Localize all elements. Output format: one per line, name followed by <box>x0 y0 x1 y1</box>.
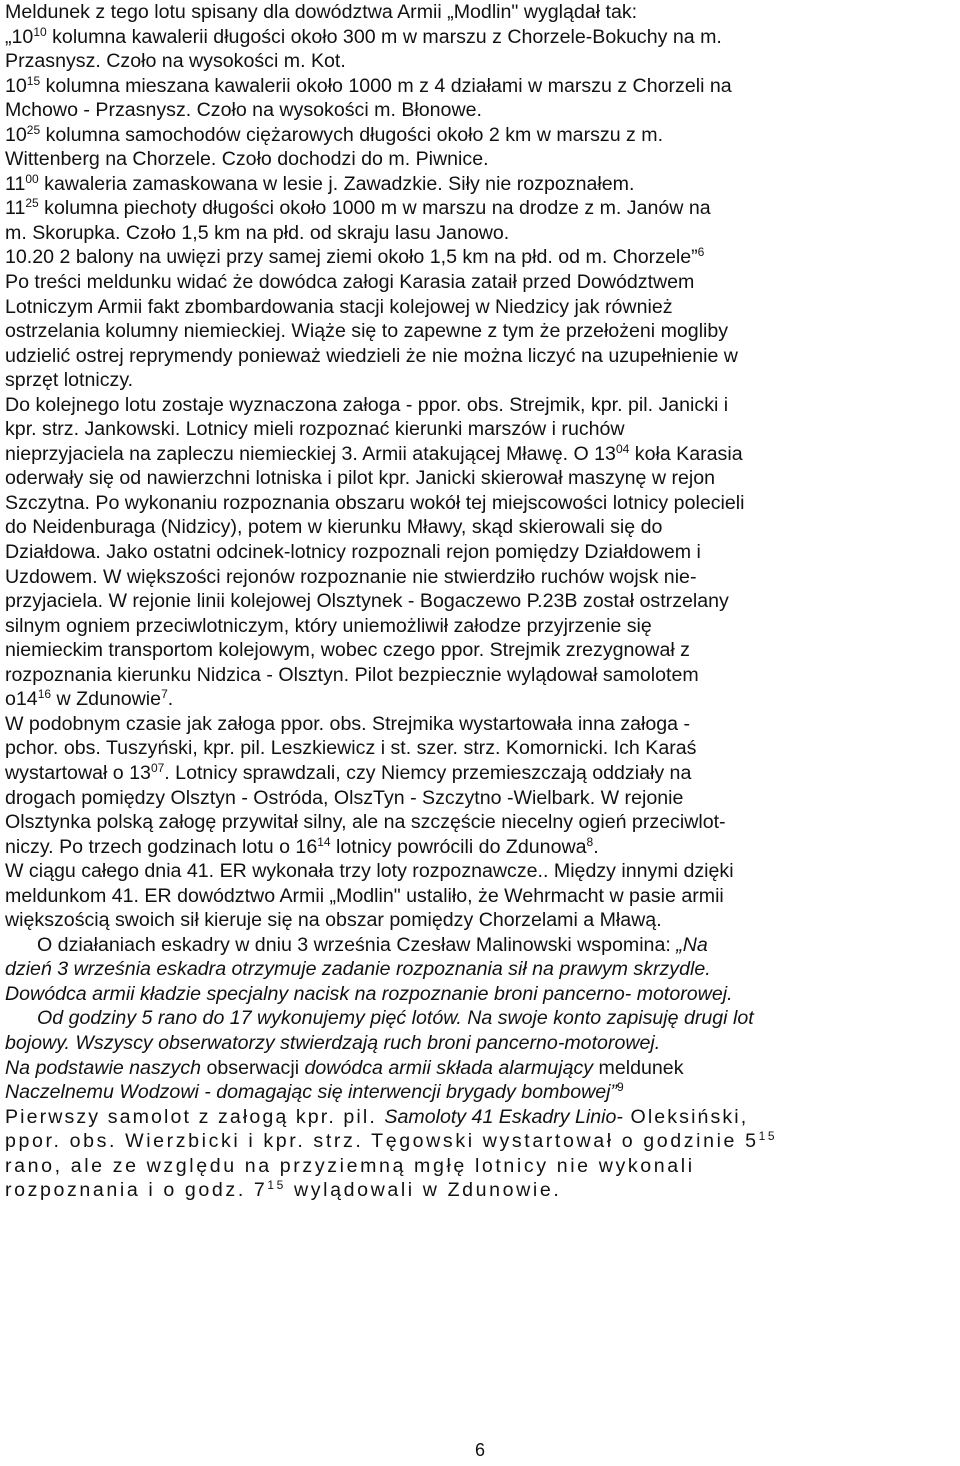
text-run: m. Skorupka. Czoło 1,5 km na płd. od skraju lasu Janowo. <box>5 221 510 244</box>
text-line <box>5 614 957 639</box>
text-line <box>5 835 957 860</box>
text-run: 10 <box>5 123 27 146</box>
text-run: w Zdunowie <box>51 688 162 711</box>
text-line <box>5 565 957 590</box>
text-run: Oleksiński, <box>622 1105 749 1128</box>
text-run: przyjaciela. W rejonie linii kolejowej Olsztynek - Bogaczewo P.23B został ostrzelany <box>5 590 729 613</box>
footnote-ref: 7 <box>161 687 168 702</box>
text-line <box>5 736 957 761</box>
quote-run: dowódca armii składa alarmujący <box>304 1056 594 1079</box>
text-run: Mchowo - Przasnysz. Czoło na wysokości m. Błonowe. <box>5 99 482 122</box>
quote-run: Naczelnemu Wodzowi - domagając się interwencji brygady bombowej” <box>5 1081 618 1104</box>
text-line <box>5 319 957 344</box>
quote-run: dzień 3 września eskadra otrzymuje zadanie rozpoznania sił na prawym skrzydle. <box>5 958 711 981</box>
text-run: nieprzyjaciela na zapleczu niemieckiej 3. Armii atakującej Mławę. O 13 <box>5 442 616 465</box>
text-line <box>5 491 957 516</box>
document-body <box>5 0 957 1203</box>
text-run: kolumna samochodów ciężarowych długości około 2 km w marszu z m. <box>40 123 664 146</box>
superscript-time: 15 <box>758 1129 778 1144</box>
text-run: kolumna piechoty długości około 1000 m w marszu na drodze z m. Janów na <box>38 197 711 220</box>
footnote-ref: 6 <box>697 245 705 260</box>
text-line <box>5 859 957 884</box>
quote-run: bojowy. Wszyscy obserwatorzy stwierdzają ruch broni pancerno-motorowej. <box>5 1031 661 1054</box>
text-run: ostrzelania kolumny niemieckiej. Wiąże się to zapewne z tym że przełożeni mogliby <box>5 320 729 343</box>
text-run: Do kolejnego lotu zostaje wyznaczona załoga - ppor. obs. Strejmik, kpr. pil. Janicki i <box>5 393 729 416</box>
text-run: wylądowali w Zdunowie. <box>285 1179 562 1202</box>
text-line <box>5 1178 957 1203</box>
text-line <box>5 638 957 663</box>
text-line <box>5 270 957 295</box>
text-run: 10 <box>5 74 27 97</box>
text-run: meldunkom 41. ER dowództwo Armii „Modlin" ustaliło, że Wehrmacht w pasie armii <box>5 884 724 907</box>
text-line <box>5 687 957 712</box>
text-run: 10.20 2 balony na uwięzi przy samej ziemi około 1,5 km na płd. od m. Chorzele” <box>5 246 698 269</box>
text-line <box>5 761 957 786</box>
text-run: W ciągu całego dnia 41. ER wykonała trzy loty rozpoznawcze.. Między innymi dzięki <box>5 860 734 883</box>
quote-line <box>5 957 957 982</box>
footnote-ref: 8 <box>586 834 594 849</box>
text-line <box>5 123 957 148</box>
text-run: ppor. obs. Wierzbicki i kpr. strz. Tęgowski wystartował o godzinie 5 <box>5 1130 759 1153</box>
text-run: kolumna mieszana kawalerii około 1000 m z 4 działami w marszu z Chorzeli na <box>40 74 732 97</box>
text-line <box>5 515 957 540</box>
superscript-time: 16 <box>37 687 52 702</box>
text-line <box>5 1154 957 1179</box>
text-line <box>5 466 957 491</box>
text-run: Wittenberg na Chorzele. Czoło dochodzi do m. Piwnice. <box>5 148 489 171</box>
text-line <box>5 147 957 172</box>
text-line <box>5 344 957 369</box>
text-line <box>5 98 957 123</box>
quote-line <box>5 1080 957 1105</box>
text-line <box>5 1105 957 1130</box>
text-run: niczy. Po trzech godzinach lotu o 16 <box>5 835 318 858</box>
text-line <box>5 786 957 811</box>
text-run: Meldunek z tego lotu spisany dla dowództwa Armii „Modlin" wyglądał tak: <box>5 1 638 23</box>
text-run: 11 <box>5 197 26 220</box>
text-run: obserwacji <box>201 1056 305 1079</box>
text-run: koła Karasia <box>629 442 743 465</box>
text-line <box>5 442 957 467</box>
text-line <box>5 540 957 565</box>
text-run: rano, ale ze względu na przyziemną mgłę lotnicy nie wykonali <box>5 1154 695 1177</box>
text-line <box>5 245 957 270</box>
text-run: Po treści meldunku widać że dowódca załogi Karasia zataił przed Dowództwem <box>5 271 695 294</box>
text-run: Przasnysz. Czoło na wysokości m. Kot. <box>5 50 346 73</box>
superscript-time: 04 <box>615 441 630 456</box>
text-line <box>5 933 957 958</box>
text-run: Lotniczym Armii fakt zbombardowania stacji kolejowej w Niedzicy jak również <box>5 295 673 318</box>
superscript-time: 15 <box>267 1178 286 1193</box>
superscript-time: 00 <box>25 171 39 186</box>
superscript-time: 15 <box>26 73 41 88</box>
text-run: o14 <box>5 688 38 711</box>
text-run: . Lotnicy sprawdzali, czy Niemcy przemieszczają oddziały na <box>164 761 692 784</box>
text-run: silnym ogniem przeciwlotniczym, który uniemożliwił załodze przyjrzenie się <box>5 614 652 637</box>
text-run: kolumna kawalerii długości około 300 m w marszu z Chorzele-Bokuchy na m. <box>46 25 722 48</box>
text-run: Olsztynka polską załogę przywitał silny, ale na szczęście niecelny ogień przeciwlot- <box>5 811 726 834</box>
text-line <box>5 368 957 393</box>
page-number: 6 <box>474 1440 485 1460</box>
text-line <box>5 908 957 933</box>
text-run: W podobnym czasie jak załoga ppor. obs. Strejmika wystartowała inna załoga - <box>5 712 691 735</box>
text-line <box>5 49 957 74</box>
text-run: rozpoznania i o godz. 7 <box>5 1179 268 1202</box>
text-line <box>5 196 957 221</box>
quote-run: Dowódca armii kładzie specjalny nacisk na rozpoznanie broni pancerno- motorowej. <box>5 982 733 1005</box>
text-run: kawaleria zamaskowana w lesie j. Zawadzkie. Siły nie rozpoznałem. <box>38 172 635 195</box>
superscript-time: 14 <box>317 834 331 849</box>
text-line <box>5 0 957 25</box>
text-run: „10 <box>5 25 34 48</box>
text-run: większością swoich sił kieruje się na obszar pomiędzy Chorzelami a Mławą. <box>5 909 662 932</box>
text-line <box>5 1129 957 1154</box>
text-run: . <box>167 688 174 711</box>
quote-line <box>5 982 957 1007</box>
text-run: pchor. obs. Tuszyński, kpr. pil. Leszkiewicz i st. szer. strz. Komornicki. Ich Karaś <box>5 737 697 760</box>
text-line <box>5 25 957 50</box>
text-run: O działaniach eskadry w dniu 3 września Czesław Malinowski wspomina: <box>37 933 677 956</box>
text-run: do Neidenburaga (Nidzicy), potem w kierunku Mławy, skąd skierowali się do <box>5 516 663 539</box>
text-line <box>5 884 957 909</box>
text-run: drogach pomiędzy Olsztyn - Ostróda, OlszTyn - Szczytno -Wielbark. W rejonie <box>5 786 684 809</box>
text-run: Szczytna. Po wykonaniu rozpoznania obszaru wokół tej miejscowości lotnicy polecieli <box>5 491 745 514</box>
text-run: 11 <box>5 172 26 195</box>
text-line <box>5 589 957 614</box>
text-line <box>5 417 957 442</box>
text-run: Uzdowem. W większości rejonów rozpoznanie nie stwierdziło ruchów wojsk nie- <box>5 565 697 588</box>
superscript-time: 25 <box>26 122 41 137</box>
text-line <box>5 393 957 418</box>
footnote-ref: 9 <box>617 1080 624 1095</box>
text-line <box>5 295 957 320</box>
quote-line <box>5 1031 957 1056</box>
text-run: Pierwszy samolot z załogą kpr. pil. <box>5 1105 385 1128</box>
text-line <box>5 172 957 197</box>
text-line <box>5 221 957 246</box>
text-run: meldunek <box>593 1056 684 1079</box>
text-run: Działdowa. Jako ostatni odcinek-lotnicy rozpoznali rejon pomiędzy Działdowem i <box>5 541 701 564</box>
superscript-time: 25 <box>25 196 39 211</box>
text-run: niemieckim transportom kolejowym, wobec czego ppor. Strejmik zrezygnował z <box>5 639 690 662</box>
quote-run: Od godziny 5 rano do 17 wykonujemy pięć lotów. Na swoje konto zapisuję drugi lot <box>37 1007 754 1030</box>
quote-run: Na podstawie naszych <box>5 1056 202 1079</box>
quote-line <box>5 1056 957 1081</box>
superscript-time: 10 <box>33 24 47 39</box>
text-line <box>5 810 957 835</box>
text-run: udzielić ostrej reprymendy ponieważ wiedzieli że nie można liczyć na uzupełnienie w <box>5 344 738 367</box>
text-line <box>5 74 957 99</box>
text-run: oderwały się od nawierzchni lotniska i pilot kpr. Janicki skierował maszynę w rejon <box>5 467 716 490</box>
text-line <box>5 663 957 688</box>
text-run: wystartował o 13 <box>5 761 151 784</box>
quote-run: „Na <box>676 933 708 956</box>
text-run: lotnicy powrócili do Zdunowa <box>330 835 587 858</box>
text-run: sprzęt lotniczy. <box>5 369 134 392</box>
quote-line <box>5 1006 957 1031</box>
text-run: kpr. strz. Jankowski. Lotnicy mieli rozpoznać kierunki marszów i ruchów <box>5 418 625 441</box>
text-run: rozpoznania kierunku Nidzica - Olsztyn. Pilot bezpiecznie wylądował samolotem <box>5 663 699 686</box>
superscript-time: 07 <box>150 760 165 775</box>
quote-run: Samoloty 41 Eskadry Linio- <box>384 1105 623 1128</box>
text-line <box>5 712 957 737</box>
text-run: . <box>593 835 599 858</box>
